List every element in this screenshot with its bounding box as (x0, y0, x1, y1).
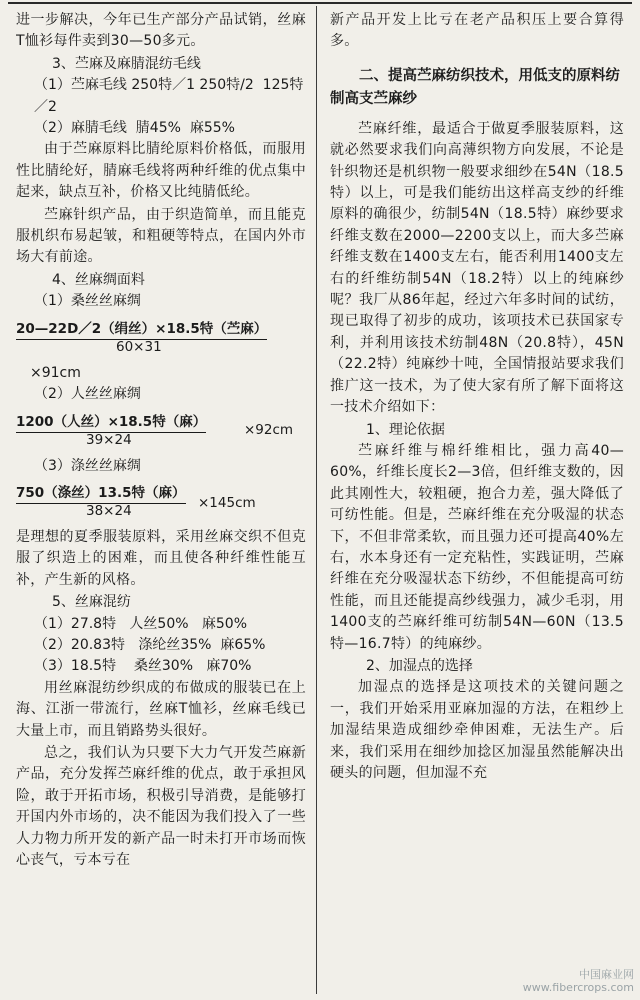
paragraph: 由于苎麻原料比腈纶原料价格低，而服用性比腈纶好，腈麻毛线将两种纤维的优点集中起来，缺点互补，价格又比纯腈低纶。 (16, 141, 306, 201)
list-item: （2）20.83特 涤纶丝35% 麻65% (34, 636, 266, 653)
left-column (16, 10, 306, 872)
paragraph: 用丝麻混纺纱织成的布做成的服装已在上海、江浙一带流行，丝麻T恤衫，丝麻毛线已大量上市，而且销路势头很好。 (16, 679, 306, 739)
right-column (330, 10, 624, 785)
paragraph: 总之，我们认为只要下大力气开发苎麻新产品，充分发挥苎麻纤维的优点，敢于承担风险，敢于开拓市场，积极引导消费，是能够打开国内外市场的，决不能因为我们投入了一些人力物力所开发的新产品一时未打开市场而恢心丧气，亏本亏在 (16, 744, 306, 868)
section-heading: 4、丝麻绸面料 (52, 271, 145, 288)
paragraph: 苎麻纤维与棉纤维相比，强力高40—60%，纤维长度长2—3倍，但纤维支数的，因此其刚性大，较粗硬，抱合力差，强大降低了可纺性能。但是，苎麻纤维在充分吸湿的状态下，不但非常柔软，而且强力还可提高40%左右，水本身还有一定充粘性，实践证明，苎麻纤维在充分吸湿状态下纺纱，不但能提高可纺性能，而且还能提高纱线强力，减少毛羽，用1400支的苎麻纤维可纺制54N—60N（13.5特—16.7特）的纯麻纱。 (330, 442, 624, 652)
formula-width: ×145cm (198, 494, 256, 511)
list-item: （2）麻腈毛线 腈45% 麻55% (34, 120, 235, 137)
subsection-heading: 1、理论依据 (366, 421, 445, 438)
section-heading: 3、苎麻及麻腈混纺毛线 (52, 55, 201, 72)
section-heading: 5、丝麻混纺 (52, 594, 131, 611)
formula-label: （3）涤丝丝麻绸 (34, 457, 141, 474)
column-divider (316, 6, 317, 994)
formula-width: ×91cm (30, 364, 81, 381)
formula-silk-ramie-1 (16, 317, 306, 363)
formula-denominator: 60×31 (116, 338, 162, 355)
formula-silk-ramie-3 (16, 481, 306, 525)
formula-numerator: 750（涤丝）13.5特（麻） (16, 481, 186, 504)
list-item: （1）27.8特 人丝50% 麻50% (34, 615, 248, 632)
list-item: （3）18.5特 桑丝30% 麻70% (34, 658, 252, 675)
paragraph: 加湿点的选择是这项技术的关键问题之一，我们开始采用亚麻加湿的方法，在粗纱上加湿结果造成细纱牵伸困难，无法生产。后来，我们采用在细纱加捻区加湿虽然能解决出硬头的问题，但加湿不充 (330, 679, 624, 781)
formula-denominator: 38×24 (86, 502, 132, 519)
paragraph: 新产品开发上比亏在老产品积压上要合算得多。 (330, 12, 624, 50)
section-title: 二、提高苎麻纺织技术，用低支的原料纺制高支苎麻纱 (330, 67, 620, 107)
list-item: （1）苎麻毛线 250特／1 250特/2 125特／2 (34, 77, 304, 115)
formula-label: （1）桑丝丝麻绸 (34, 293, 141, 310)
subsection-heading: 2、加湿点的选择 (366, 657, 473, 674)
formula-numerator: 1200（人丝）×18.5特（麻） (16, 410, 206, 433)
watermark: 中国麻业网 www.fibercrops.com (522, 968, 634, 994)
formula-width: ×92cm (244, 421, 294, 438)
formula-denominator: 39×24 (86, 431, 132, 448)
paragraph: 苎麻纤维，最适合于做夏季服装原料，这就必然要求我们向高薄织物方向发展，不论是针织物还是机织物一般要求细纱在54N（18.5特）以上，可是我们能纺出这样高支纱的纤维原料的确很少，纺制54N（18.5特）麻纱要求纤维支数在2000—2200支以上，而大多苎麻纤维支数在1400支左右，能否利用1400支左右的纤维纺制54N（18.2特）以上的纯麻纱呢？我厂从86年起，经过六年多时间的试纺，现已取得了初步的成功，该项技术已获国家专利，并利用该技术纺制48N（20.8特），45N（22.2特）纯麻纱十吨，全国情报站要求我们推广这一技术，为了使大家有所了解下面将这一技术介绍如下： (330, 120, 624, 416)
paragraph: 是理想的夏季服装原料，采用丝麻交织不但克服了织造上的困难，而且使各种纤维性能互补，产生新的风格。 (16, 528, 306, 588)
formula-label: （2）人丝丝麻绸 (34, 386, 141, 403)
paragraph: 进一步解决，今年已生产部分产品试销，丝麻T恤衫每件卖到30—50多元。 (16, 12, 306, 50)
top-rule (8, 2, 632, 4)
formula-numerator: 20—22D／2（绢丝）×18.5特（苎麻） (16, 317, 267, 340)
formula-silk-ramie-2 (16, 410, 306, 454)
paragraph: 苎麻针织产品，由于织造简单，而且能克服机织布易起皱，和粗硬等特点，在国内外市场大有前途。 (16, 206, 306, 266)
